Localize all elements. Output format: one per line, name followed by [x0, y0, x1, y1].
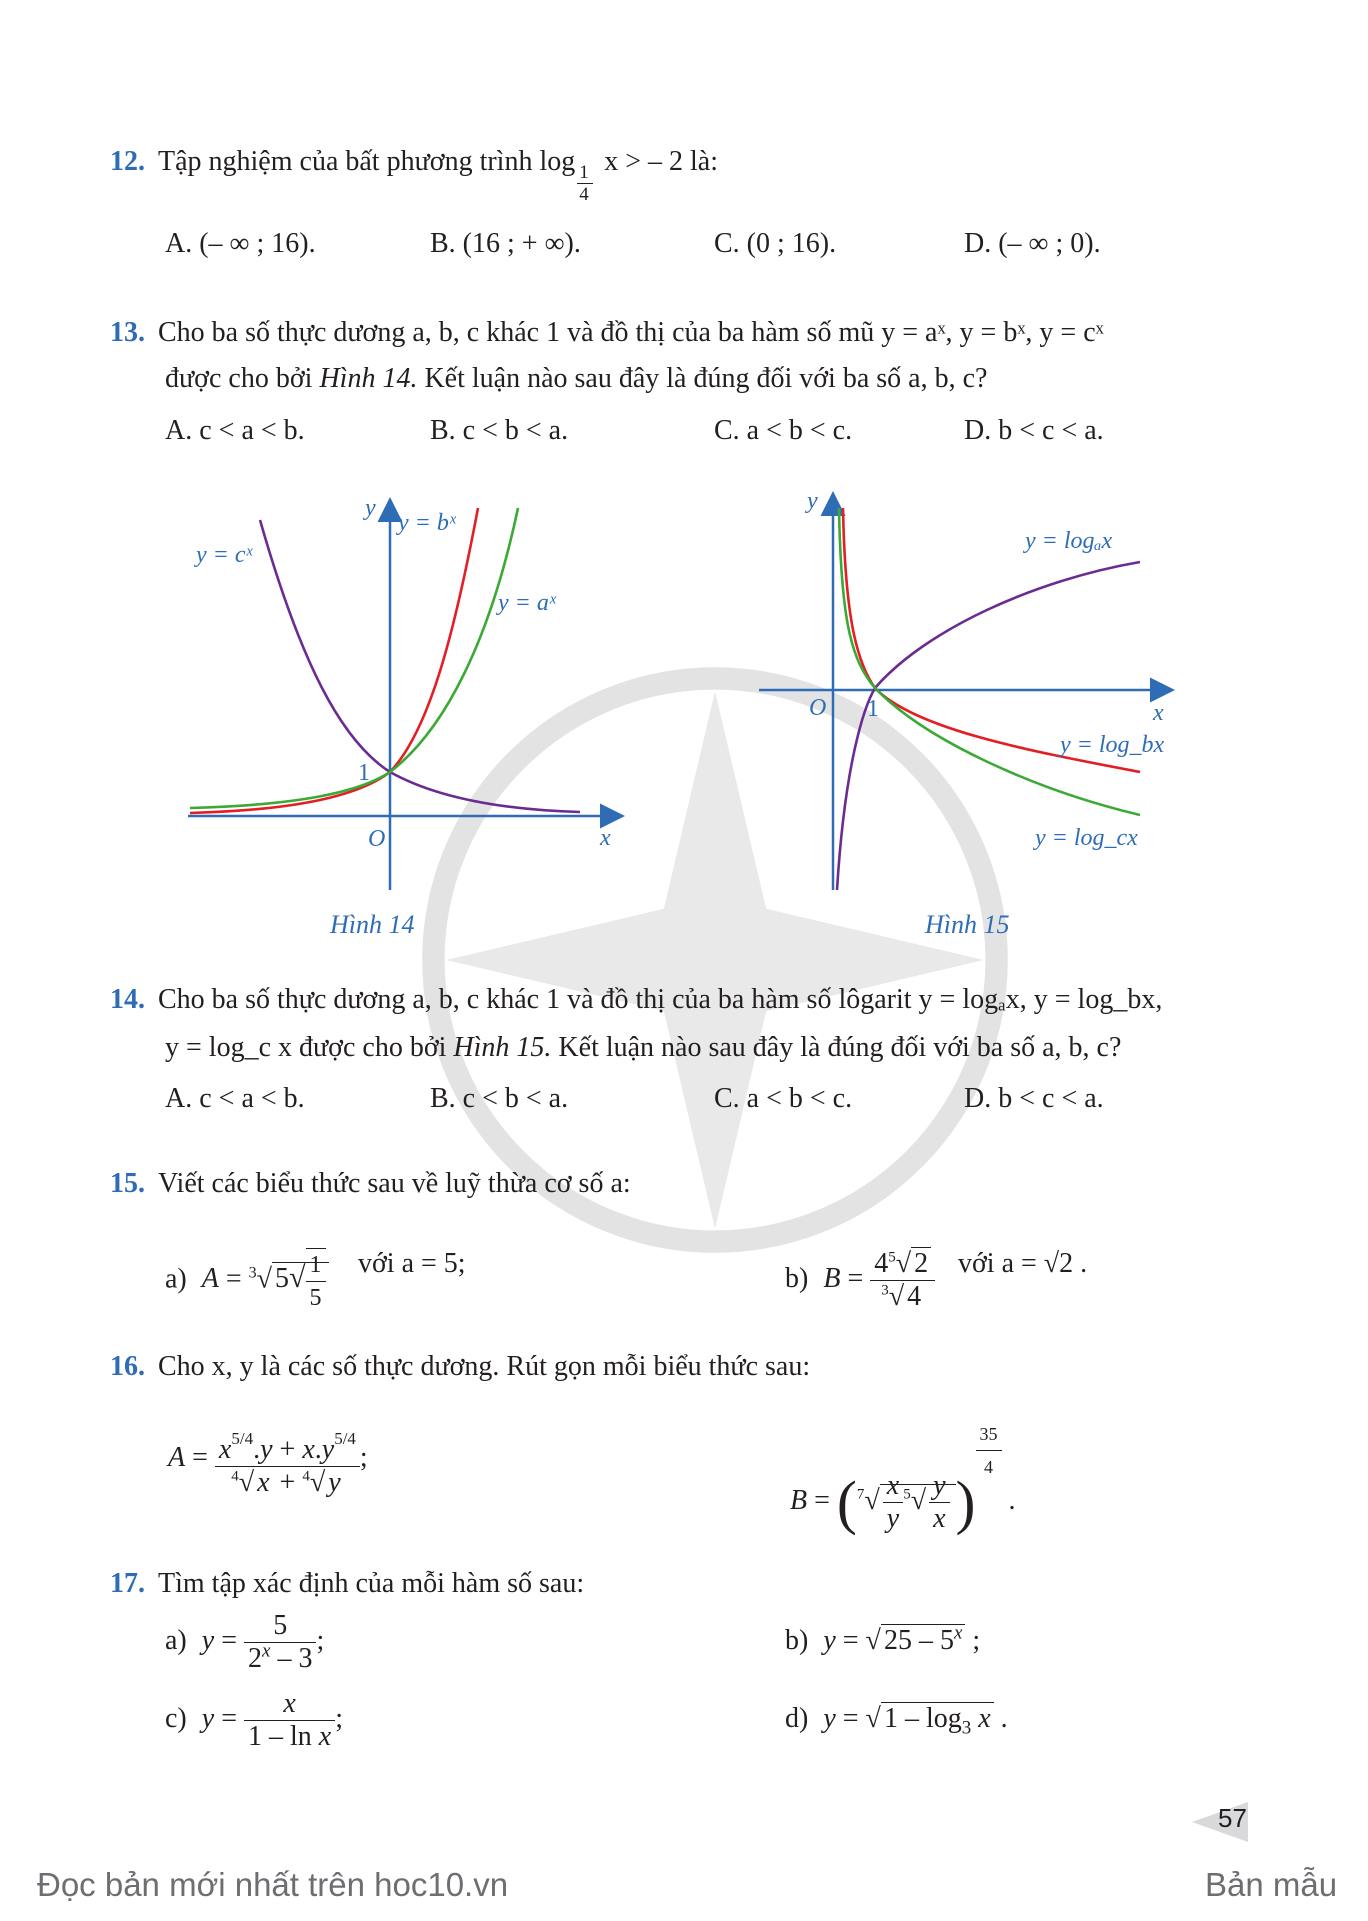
question-17	[110, 1567, 584, 1601]
origin-label: O	[809, 695, 827, 721]
q12-option-d: D. (– ∞ ; 0).	[964, 228, 1101, 259]
figure-14-graph	[180, 490, 640, 910]
q15-b-condition: với a = √2 .	[958, 1248, 1088, 1279]
q13-option-c: C. a < b < c.	[714, 415, 853, 446]
q17-part-c: c) y = $\frac{x}{\text{1 – ln x}}$ ;	[165, 1688, 343, 1752]
part-label: c)	[165, 1702, 187, 1734]
figure-15-graph	[755, 490, 1185, 910]
axis-y-label: y	[365, 495, 376, 521]
label-log-b: y = log_bx	[1060, 732, 1165, 758]
question-14-line-2	[165, 1031, 1121, 1065]
origin-label: O	[368, 826, 386, 852]
question-13-line-2	[165, 362, 987, 396]
part-label: b)	[785, 1262, 809, 1294]
question-text: Viết các biểu thức sau về luỹ thừa cơ số a:	[158, 1168, 631, 1199]
axis-x-label: x	[1153, 700, 1164, 726]
question-number: 12.	[110, 146, 145, 177]
question-text: Cho ba số thực dương a, b, c khác 1 và đồ thị của ba hàm số lôgarit y = logₐx, y = log_bx,	[158, 984, 1163, 1015]
question-12	[110, 145, 719, 205]
part-label: d)	[785, 1703, 809, 1734]
q14-option-c: C. a < b < c.	[714, 1083, 853, 1114]
q14-option-a: A. c < a < b.	[165, 1083, 305, 1114]
figure-reference: Hình 14.	[319, 363, 418, 394]
axis-y-label: y	[807, 490, 818, 514]
text: Kết luận nào sau đây là đúng đối với ba số a, b, c?	[551, 1032, 1122, 1063]
figure-15-caption: Hình 15	[925, 910, 1010, 939]
question-text-end: x > – 2 là:	[597, 146, 719, 177]
label-a: y = aˣ	[498, 590, 556, 616]
log-base	[575, 162, 597, 205]
question-text: Tìm tập xác định của mỗi hàm số sau:	[158, 1568, 585, 1599]
log-base-denominator: 4	[579, 184, 589, 205]
question-number: 13.	[110, 317, 145, 348]
q12-option-c: C. (0 ; 16).	[714, 228, 837, 259]
q17-part-b: b) y = √ 25 – 5$^x$ ;	[785, 1622, 981, 1656]
tick-one: 1	[358, 760, 370, 786]
page-number: 57	[1218, 1803, 1247, 1833]
q12-option-a: A. (– ∞ ; 16).	[165, 228, 316, 259]
q13-option-b: B. c < b < a.	[430, 415, 569, 446]
axis-x-label: x	[600, 825, 611, 851]
exponent-numerator: 35	[976, 1418, 1002, 1451]
q16-part-a: A = $\frac{x^{5/4}.y + x.y^{5/4}}{^4√ x + ^4√ y}$ ;	[168, 1420, 368, 1499]
question-number: 15.	[110, 1168, 145, 1199]
curve-log-c	[839, 508, 1140, 815]
part-label: a)	[165, 1624, 187, 1656]
q13-option-a: A. c < a < b.	[165, 415, 305, 446]
q14-option-b: B. c < b < a.	[430, 1083, 569, 1114]
footer-sample-label: Bản mẫu	[1205, 1866, 1338, 1903]
question-number: 14.	[110, 984, 145, 1015]
question-15	[110, 1167, 631, 1201]
q17-part-a: a) y = $\frac{5}{2^x - 3}$ ;	[165, 1610, 325, 1674]
q12-option-b: B. (16 ; + ∞).	[430, 228, 581, 259]
curve-c	[260, 520, 580, 812]
question-14	[110, 983, 1162, 1017]
question-text: Tập nghiệm của bất phương trình log	[158, 146, 576, 177]
label-log-a: y = logₐx	[1025, 528, 1113, 554]
figure-reference: Hình 15.	[453, 1032, 552, 1063]
tick-one: 1	[867, 696, 879, 722]
question-number: 17.	[110, 1568, 145, 1599]
exponent-denominator: 4	[984, 1457, 993, 1477]
text: Kết luận nào sau đây là đúng đối với ba số a, b, c?	[417, 363, 988, 394]
question-text: Cho x, y là các số thực dương. Rút gọn mỗi biểu thức sau:	[158, 1351, 811, 1382]
text: y = log_c x được cho bởi	[165, 1032, 454, 1063]
q15-part-a: a) A = $^3$√ 5√ $\frac{1}{5}$	[165, 1248, 329, 1314]
text: được cho bởi	[165, 363, 320, 394]
question-16	[110, 1350, 810, 1384]
q15-part-b: b) B = $\frac{4^5√ 2}{^3√ 4}$	[785, 1248, 935, 1313]
q14-option-d: D. b < c < a.	[964, 1083, 1104, 1114]
question-13	[110, 316, 1104, 350]
q15-a-condition: với a = 5;	[358, 1248, 466, 1279]
q17-part-d: d) y = √ $1 - \log_3 x$ .	[785, 1703, 1008, 1739]
log-base-numerator: 1	[579, 162, 589, 183]
question-text: Cho ba số thực dương a, b, c khác 1 và đồ thị của ba hàm số mũ y = aˣ, y = bˣ, y = cˣ	[158, 317, 1104, 348]
label-c: y = cˣ	[196, 542, 253, 568]
q13-option-d: D. b < c < a.	[964, 415, 1104, 446]
figure-14-caption: Hình 14	[330, 910, 415, 939]
label-b: y = bˣ	[398, 510, 456, 536]
label-log-c: y = log_cx	[1035, 825, 1138, 851]
part-label: a)	[165, 1263, 187, 1295]
part-label: b)	[785, 1625, 809, 1656]
q16-part-b: B = ($^7$√ $\frac{x}{y}$ $^5$√ $\frac{y}{x}$ ) $\frac{35}{4}$ .	[790, 1418, 1016, 1535]
question-number: 16.	[110, 1351, 145, 1382]
footer-link-text[interactable]: Đọc bản mới nhất trên hoc10.vn	[37, 1866, 509, 1903]
